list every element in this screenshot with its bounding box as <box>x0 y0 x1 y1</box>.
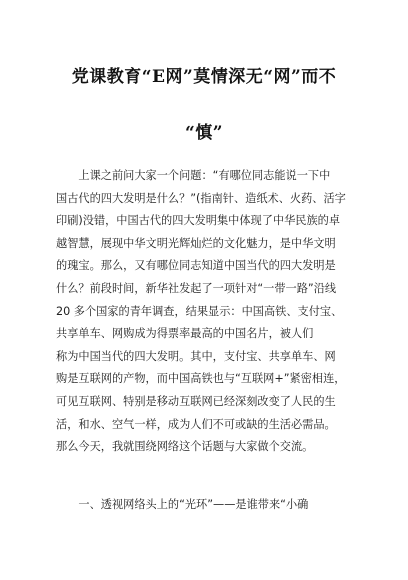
body-paragraph <box>56 165 356 459</box>
paragraph-line: 越智慧，展现中华文明光辉灿烂的文化魅力，是中华文明 <box>56 236 336 250</box>
paragraph-line: 的瑰宝。那么，又有哪位同志知道中国当代的四大发明是 <box>56 259 336 273</box>
paragraph-line: 印刷)没错，中国古代的四大发明集中体现了中华民族的卓 <box>56 214 341 228</box>
paragraph-line: 那么今天，我就围绕网络这个话题与大家做个交流。 <box>56 440 314 454</box>
paragraph-line: 20 多个国家的青年调查，结果显示：中国高铁、支付宝、 <box>56 304 343 318</box>
paragraph-line: 上课之前问大家一个问题：“有哪位同志能说一下中 <box>56 169 331 182</box>
paragraph-line: 共享单车、网购成为得票率最高的中国名片，被人们 <box>56 327 314 341</box>
paragraph-line: 活，和水、空气一样，成为人们不可或缺的生活必需品。 <box>56 417 336 431</box>
document-title-line-1: 党课教育“E网”莫情深无“网”而不 <box>71 67 337 87</box>
paragraph-line: 购是互联网的产物，而中国高铁也与“互联网+”紧密相连， <box>56 372 346 386</box>
paragraph-line: 什么？前段时间，新华社发起了一项针对“一带一路”沿线 <box>56 281 337 295</box>
section-heading <box>56 494 356 517</box>
paragraph-line: 可见互联网、特别是移动互联网已经深刻改变了人民的生 <box>56 394 336 408</box>
section-heading-line: 一、透视网络头上的“光环”——是谁带来“小确 <box>56 498 309 511</box>
document-title-line-2: “慎” <box>184 123 224 143</box>
paragraph-line: 称为中国当代的四大发明。其中，支付宝、共享单车、网 <box>56 349 336 363</box>
paragraph-line: 国古代的四大发明是什么？”(指南针、造纸术、火药、活字 <box>56 191 346 205</box>
